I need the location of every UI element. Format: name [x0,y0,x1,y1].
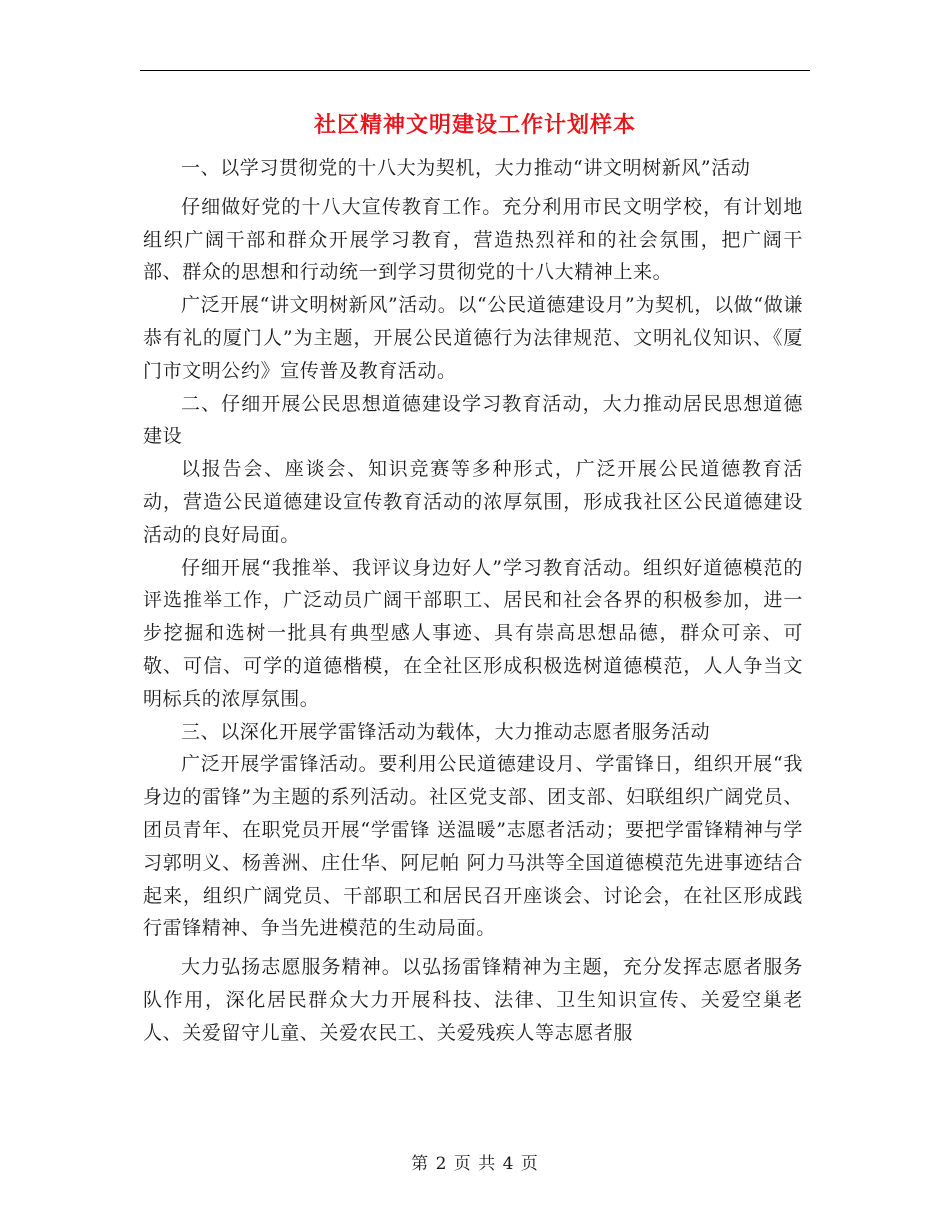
heading-section-2: 二、仔细开展公民思想道德建设学习教育活动，大力推动居民思想道德建设 [143,392,803,448]
document-body [143,152,803,1050]
body-paragraph: 以报告会、座谈会、知识竞赛等多种形式，广泛开展公民道德教育活动，营造公民道德建设宣传教育活动的浓厚氛围，形成我社区公民道德建设活动的良好局面。 [143,458,803,546]
heading-section-3: 三、以深化开展学雷锋活动为载体，大力推动志愿者服务活动 [181,720,711,743]
document-title: 社区精神文明建设工作计划样本 [313,112,636,138]
body-paragraph: 广泛开展学雷锋活动。要利用公民道德建设月、学雷锋日，组织开展“我身边的雷锋”为主题的系列活动。社区党支部、团支部、妇联组织广阔党员、团员青年、在职党员开展“学雷锋 送温暖”志愿者活动；要把学雷锋精神与学习郭明义、杨善洲、庄仕华、阿尼帕 阿力马洪等全国道德模范先进事迹结合起来，组织广阔党员、干部职工和居民召开座谈会、讨论会，在社区形成践行雷锋精神、争当先进模范的生动局面。 [143,753,803,940]
heading-section-1: 一、以学习贯彻党的十八大为契机，大力推动“讲文明树新风”活动 [181,157,751,179]
body-paragraph: 广泛开展“讲文明树新风”活动。以“公民道德建设月”为契机，以做“做谦恭有礼的厦门人”为主题，开展公民道德行为法律规范、文明礼仪知识、《厦门市文明公约》宣传普及教育活动。 [143,294,803,382]
body-paragraph: 大力弘扬志愿服务精神。以弘扬雷锋精神为主题，充分发挥志愿者服务队作用，深化居民群众大力开展科技、法律、卫生知识宣传、关爱空巢老人、关爱留守儿童、关爱农民工、关爱残疾人等志愿者服 [143,956,803,1044]
body-paragraph: 仔细开展“我推举、我评议身边好人”学习教育活动。组织好道德模范的评选推举工作，广泛动员广阔干部职工、居民和社会各界的积极参加，进一步挖掘和选树一批具有典型感人事迹、具有崇高思想品德，群众可亲、可敬、可信、可学的道德楷模，在全社区形成积极选树道德模范，人人争当文明标兵的浓厚氛围。 [143,556,803,710]
body-paragraph: 仔细做好党的十八大宣传教育工作。充分利用市民文明学校，有计划地组织广阔干部和群众开展学习教育，营造热烈祥和的社会氛围，把广阔干部、群众的思想和行动统一到学习贯彻党的十八大精神上来。 [143,195,803,284]
page-number: 第 2 页 共 4 页 [411,1154,539,1174]
header-rule [140,70,810,71]
